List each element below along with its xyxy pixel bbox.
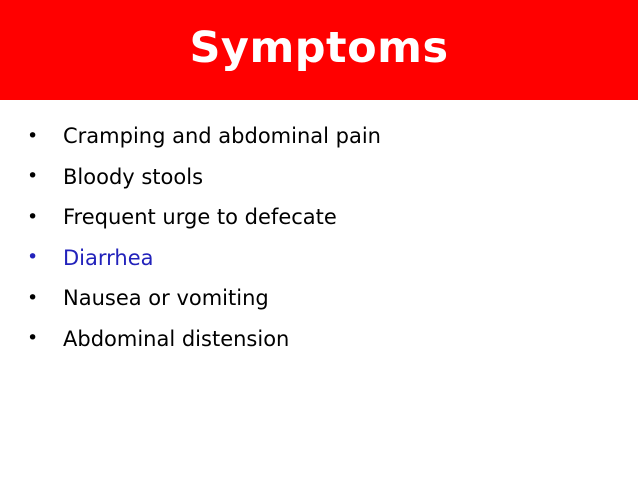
bullet-icon: • — [27, 124, 39, 147]
list-item — [27, 116, 381, 157]
symptom-list — [27, 116, 381, 359]
bullet-icon: • — [27, 327, 39, 350]
list-item-text: Abdominal distension — [63, 326, 290, 351]
bullet-icon: • — [27, 246, 39, 269]
title-bar — [0, 0, 638, 100]
list-item — [27, 157, 381, 198]
list-item — [27, 319, 381, 360]
list-item — [27, 197, 381, 238]
list-item — [27, 238, 381, 279]
bullet-icon: • — [27, 165, 39, 188]
bullet-icon: • — [27, 286, 39, 309]
list-item-text: Frequent urge to defecate — [63, 205, 337, 230]
list-item — [27, 278, 381, 319]
slide-title: Symptoms — [189, 23, 449, 73]
bullet-icon: • — [27, 205, 39, 228]
list-item-text: Diarrhea — [63, 245, 154, 270]
list-item-text: Cramping and abdominal pain — [63, 124, 381, 149]
list-item-text: Nausea or vomiting — [63, 286, 269, 311]
list-item-text: Bloody stools — [63, 164, 204, 189]
